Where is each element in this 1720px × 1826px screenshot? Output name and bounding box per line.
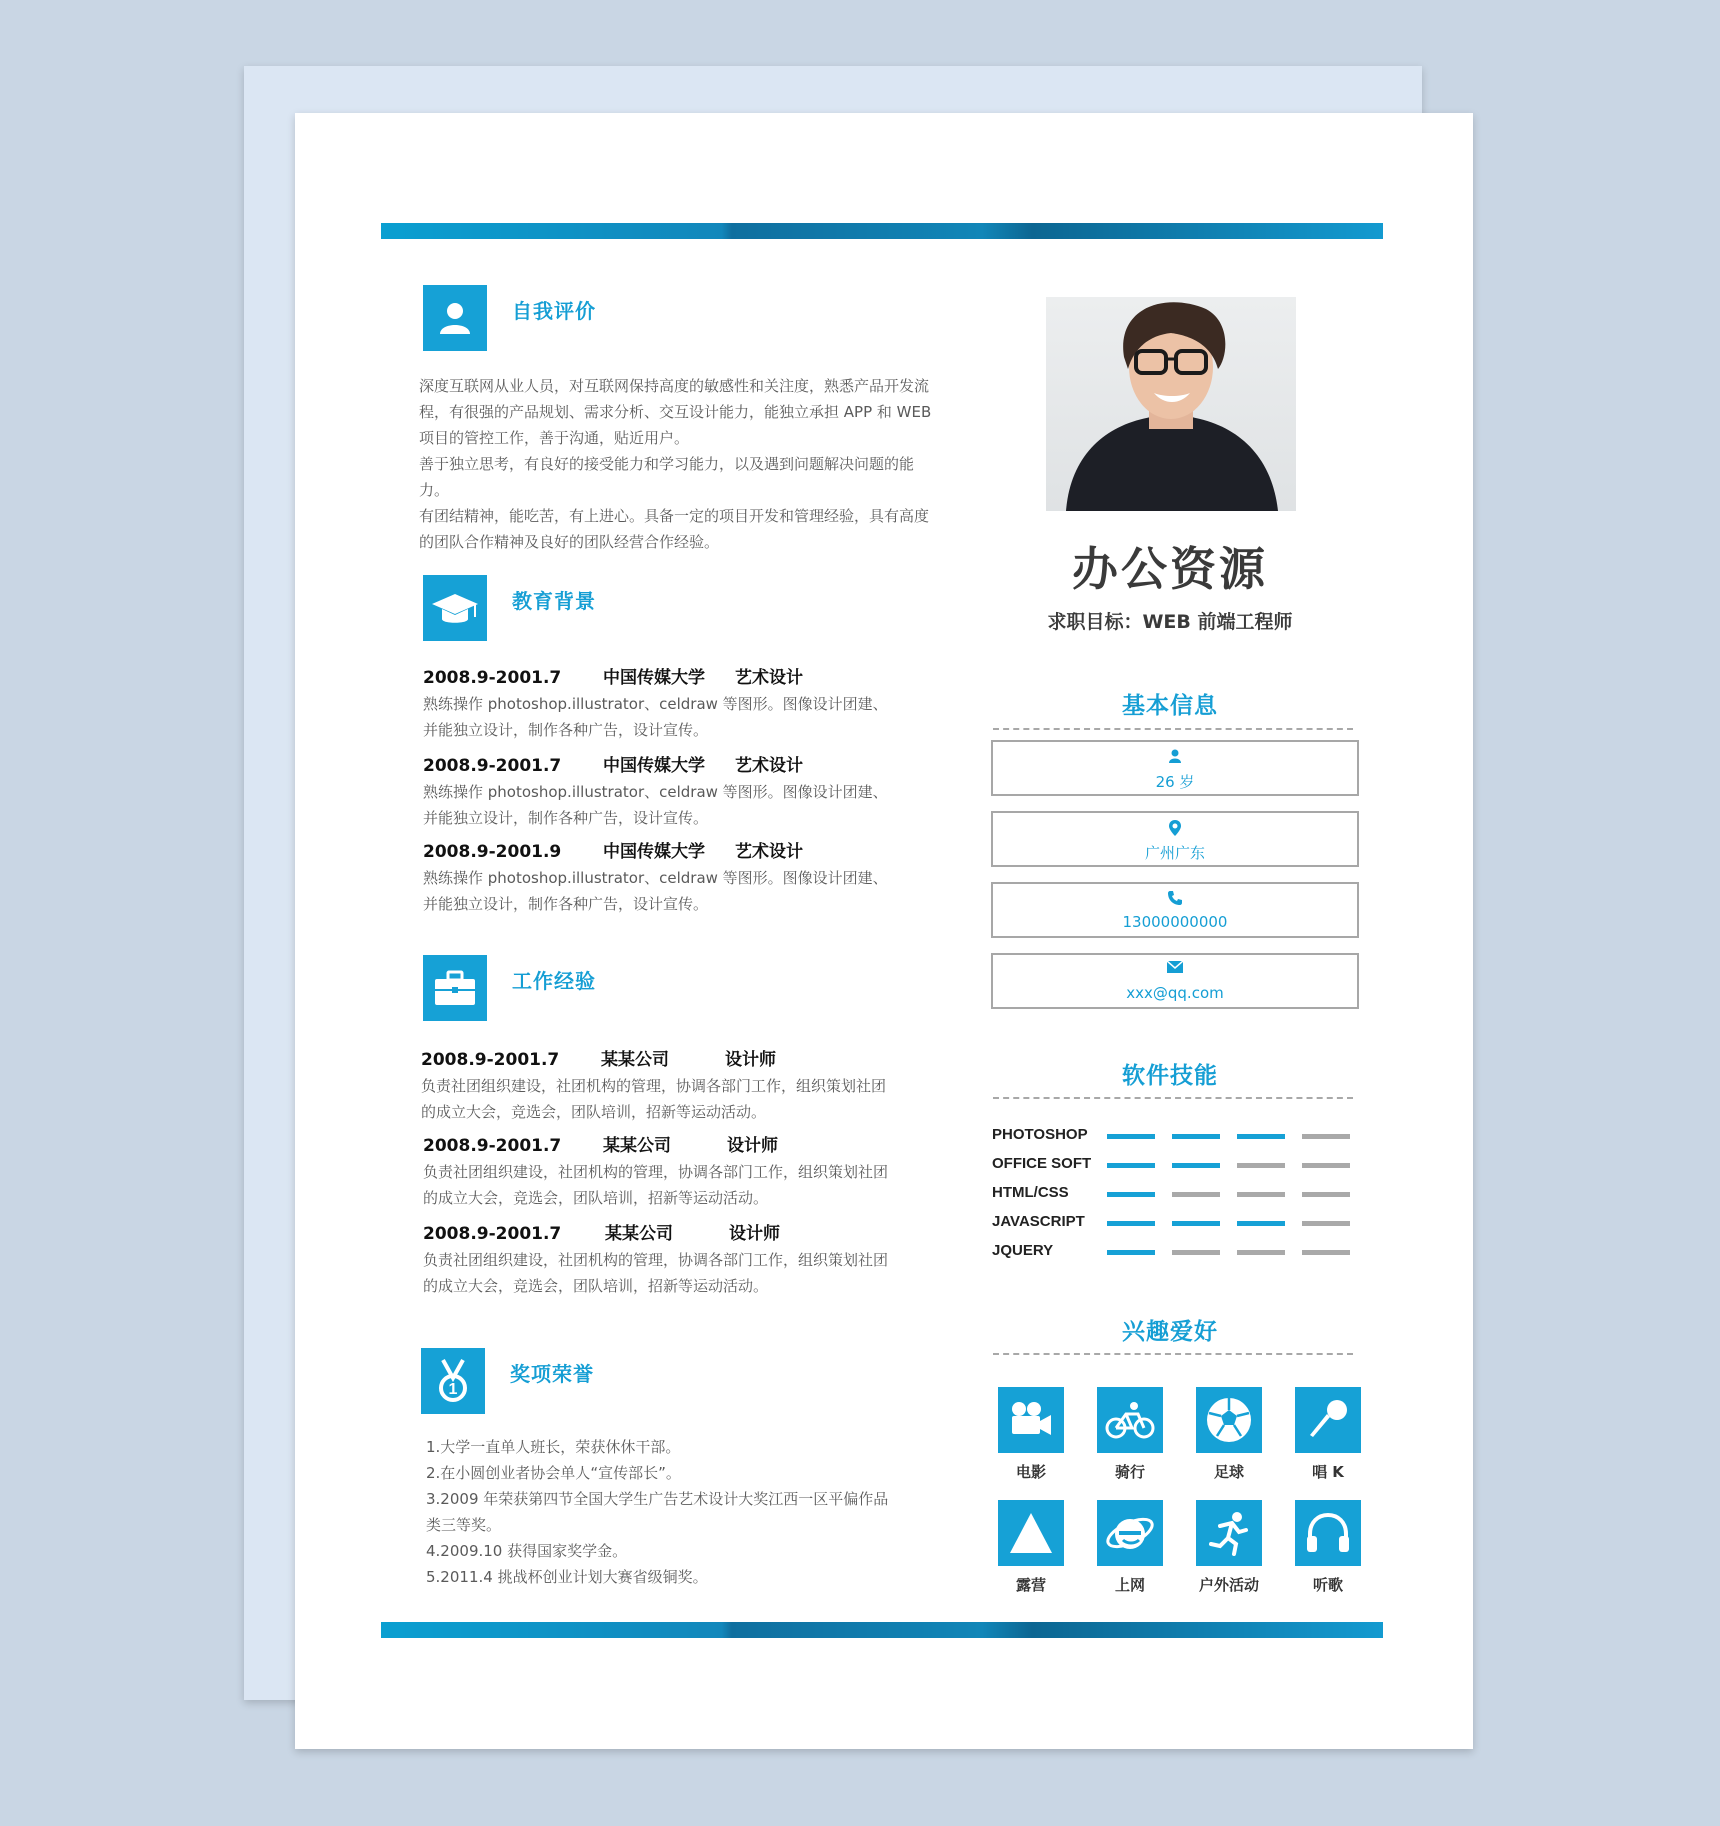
location-pin-icon bbox=[993, 819, 1357, 839]
hobbies-title: 兴趣爱好 bbox=[1122, 1319, 1218, 1345]
divider bbox=[993, 1097, 1353, 1099]
person-icon bbox=[993, 748, 1357, 768]
skill-row bbox=[992, 1126, 1362, 1146]
education-entry: 2008.9-2001.7 中国传媒大学 艺术设计 熟练操作 photoshop.illustrator、celdraw 等图形。图像设计团建、 并能独立设计，制作各种广告，设计宣传。 bbox=[423, 668, 888, 739]
section-title: 教育背景 bbox=[512, 589, 596, 613]
skill-level-segment bbox=[1172, 1250, 1220, 1255]
skill-level-segment bbox=[1107, 1250, 1155, 1255]
email-box bbox=[991, 953, 1359, 1009]
location-box bbox=[991, 811, 1359, 867]
section-title: 工作经验 bbox=[512, 969, 596, 993]
bicycle-icon bbox=[1097, 1387, 1163, 1453]
envelope-icon bbox=[993, 961, 1357, 981]
education-entry: 2008.9-2001.9 中国传媒大学 艺术设计 熟练操作 photoshop.illustrator、celdraw 等图形。图像设计团建、 并能独立设计，制作各种广告，设计宣传。 bbox=[423, 842, 888, 913]
running-icon bbox=[1196, 1500, 1262, 1566]
profile-photo bbox=[1046, 297, 1296, 511]
skill-level-segment bbox=[1237, 1250, 1285, 1255]
section-title: 奖项荣誉 bbox=[510, 1362, 594, 1386]
list-item: 5.2011.4 挑战杯创业计划大赛省级铜奖。 bbox=[426, 1568, 708, 1586]
tent-icon bbox=[998, 1500, 1064, 1566]
hobby-outdoor: 户外活动 bbox=[1196, 1500, 1262, 1595]
list-item: 3.2009 年荣获第四节全国大学生广告艺术设计大奖江西一区平偏作品 bbox=[426, 1490, 889, 1508]
skill-name: OFFICE SOFT bbox=[992, 1155, 1092, 1172]
skill-level-segment bbox=[1107, 1163, 1155, 1168]
skill-level-segment bbox=[1302, 1134, 1350, 1139]
top-accent-bar bbox=[381, 223, 1383, 239]
bottom-accent-bar bbox=[381, 1622, 1383, 1638]
skill-level-segment bbox=[1172, 1163, 1220, 1168]
person-icon bbox=[423, 285, 487, 351]
internet-explorer-icon bbox=[1097, 1500, 1163, 1566]
phone-icon bbox=[993, 890, 1357, 910]
work-entry: 2008.9-2001.7 某某公司 设计师 负责社团组织建设，社团机构的管理，协调各部门工作，组织策划社团 的成立大会，竞选会，团队培训，招新等运动活动。 bbox=[423, 1224, 889, 1295]
microphone-icon bbox=[1295, 1387, 1361, 1453]
svg-text:1: 1 bbox=[448, 1381, 458, 1398]
camera-icon bbox=[998, 1387, 1064, 1453]
skill-level-segment bbox=[1107, 1221, 1155, 1226]
skill-row bbox=[992, 1213, 1362, 1233]
skill-level-segment bbox=[1172, 1221, 1220, 1226]
skill-level-segment bbox=[1237, 1221, 1285, 1226]
skill-name: JQUERY bbox=[992, 1242, 1054, 1259]
skill-level-segment bbox=[1302, 1192, 1350, 1197]
resume-page bbox=[295, 113, 1473, 1749]
hobby-camping: 露营 bbox=[998, 1500, 1064, 1595]
skill-level-segment bbox=[1237, 1163, 1285, 1168]
skill-level-segment bbox=[1107, 1192, 1155, 1197]
skill-row bbox=[992, 1155, 1362, 1175]
skill-level-segment bbox=[1237, 1134, 1285, 1139]
divider bbox=[993, 1353, 1353, 1355]
skill-level-segment bbox=[1172, 1192, 1220, 1197]
basic-info-title: 基本信息 bbox=[1122, 693, 1218, 719]
section-awards-header bbox=[421, 1348, 921, 1414]
headphones-icon bbox=[1295, 1500, 1361, 1566]
hobby-movie: 电影 bbox=[998, 1387, 1064, 1482]
skill-name: JAVASCRIPT bbox=[992, 1213, 1085, 1230]
hobby-music: 听歌 bbox=[1295, 1500, 1361, 1595]
skill-level-segment bbox=[1302, 1163, 1350, 1168]
skill-level-segment bbox=[1107, 1134, 1155, 1139]
section-education-header bbox=[423, 575, 923, 641]
briefcase-icon bbox=[423, 955, 487, 1021]
section-self-eval-header bbox=[423, 285, 923, 351]
work-entry: 2008.9-2001.7 某某公司 设计师 负责社团组织建设，社团机构的管理，协调各部门工作，组织策划社团 的成立大会，竞选会，团队培训，招新等运动活动。 bbox=[423, 1136, 889, 1207]
list-item: 2.在小圆创业者协会单人“宣传部长”。 bbox=[426, 1464, 681, 1482]
skill-name: PHOTOSHOP bbox=[992, 1126, 1088, 1143]
skill-level-segment bbox=[1302, 1250, 1350, 1255]
skills-title: 软件技能 bbox=[1122, 1063, 1218, 1089]
hobby-football: 足球 bbox=[1196, 1387, 1262, 1482]
section-title: 自我评价 bbox=[512, 299, 596, 323]
list-item: 类三等奖。 bbox=[426, 1516, 502, 1534]
work-entry: 2008.9-2001.7 某某公司 设计师 负责社团组织建设，社团机构的管理，协调各部门工作，组织策划社团 的成立大会，竞选会，团队培训，招新等运动活动。 bbox=[421, 1050, 887, 1121]
skill-level-segment bbox=[1302, 1221, 1350, 1226]
hobby-internet: 上网 bbox=[1097, 1500, 1163, 1595]
football-icon bbox=[1196, 1387, 1262, 1453]
medal-icon bbox=[421, 1348, 485, 1414]
phone-value: 13000000000 bbox=[1122, 913, 1228, 931]
skill-row bbox=[992, 1242, 1362, 1262]
applicant-name: 办公资源 bbox=[1072, 542, 1268, 596]
list-item: 1.大学一直单人班长，荣获休休干部。 bbox=[426, 1438, 681, 1456]
awards-list bbox=[426, 1434, 926, 1590]
location-value: 广州广东 bbox=[1144, 844, 1205, 862]
list-item: 4.2009.10 获得国家奖学金。 bbox=[426, 1542, 628, 1560]
age-value: 26 岁 bbox=[1155, 773, 1195, 791]
skill-level-segment bbox=[1237, 1192, 1285, 1197]
divider bbox=[993, 728, 1353, 730]
skill-name: HTML/CSS bbox=[992, 1184, 1069, 1201]
phone-box bbox=[991, 882, 1359, 938]
education-entry: 2008.9-2001.7 中国传媒大学 艺术设计 熟练操作 photoshop.illustrator、celdraw 等图形。图像设计团建、 并能独立设计，制作各种广告，设计宣传。 bbox=[423, 756, 888, 827]
graduation-cap-icon bbox=[423, 575, 487, 641]
hobby-karaoke: 唱 K bbox=[1295, 1387, 1361, 1482]
age-box bbox=[991, 740, 1359, 796]
email-value: xxx@qq.com bbox=[1126, 984, 1224, 1002]
hobby-cycling: 骑行 bbox=[1097, 1387, 1163, 1482]
skill-row bbox=[992, 1184, 1362, 1204]
job-target: 求职目标：WEB 前端工程师 bbox=[1047, 611, 1293, 633]
self-eval-text: 深度互联网从业人员，对互联网保持高度的敏感性和关注度，熟悉产品开发流 程，有很强的产品规划、需求分析、交互设计能力，能独立承担 APP 和 WEB 项目的管控工作，善于沟通，贴近用户。 善于独立思考，有良好的接受能力和学习能力，以及遇到问题解决问题的能力。 有团结精神，能吃苦，有上进心。具备一定的项目开发和管理经验，具有高度 的团队合作精神及良好的团队经营合作经验。 bbox=[419, 377, 932, 551]
skill-level-segment bbox=[1172, 1134, 1220, 1139]
section-work-header bbox=[423, 955, 923, 1021]
